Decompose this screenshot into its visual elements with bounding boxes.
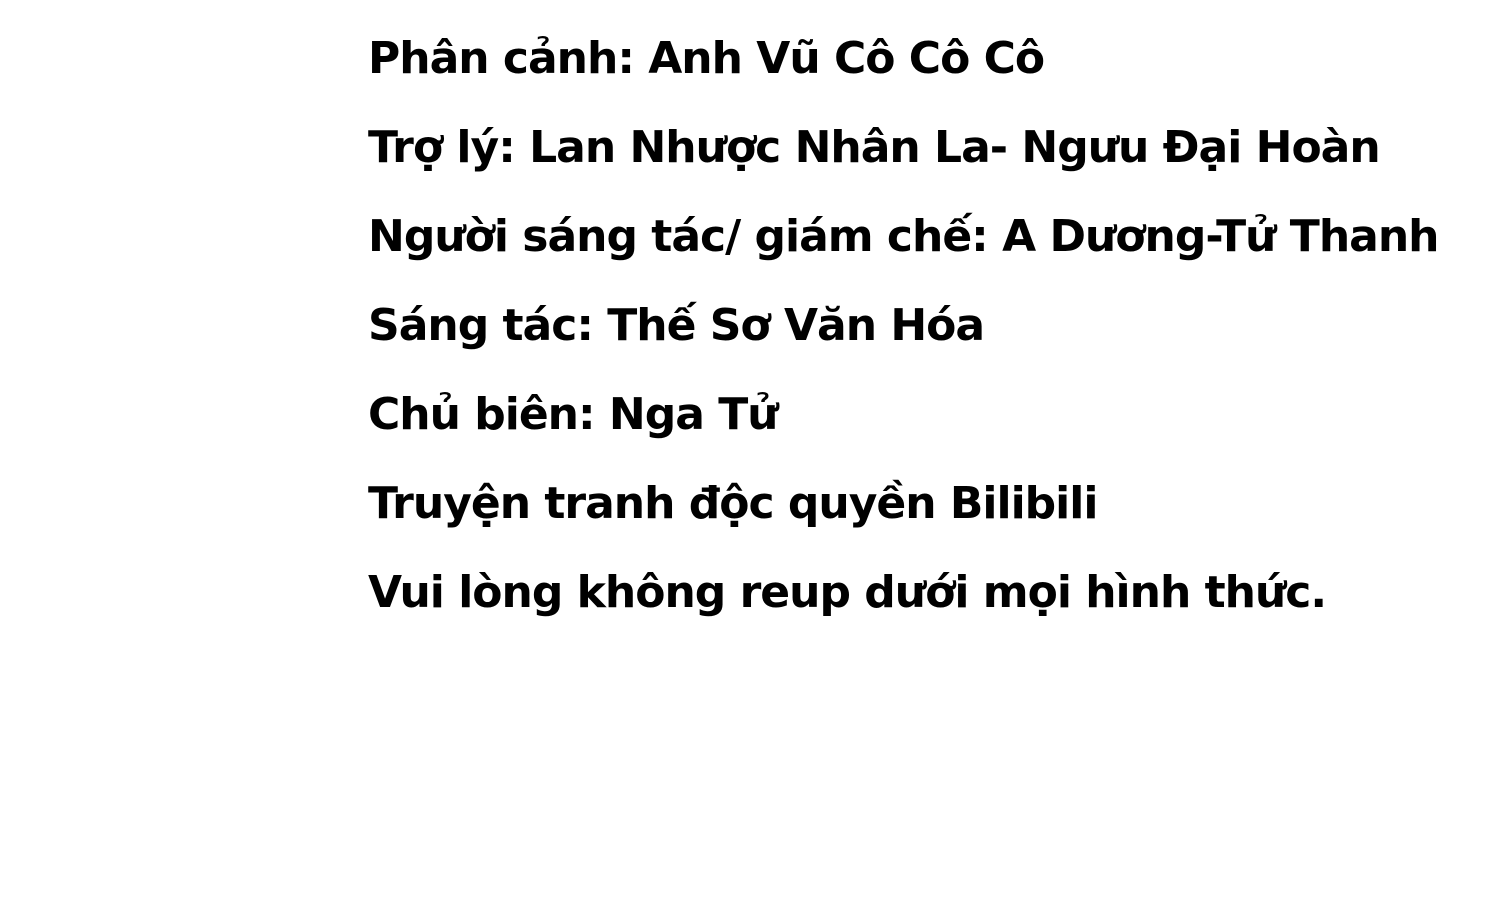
credit-line-creator-producer: Người sáng tác/ giám chế: A Dương-Tử Thanh (368, 211, 1439, 262)
credits-block (368, 14, 1468, 637)
credit-line-assistants: Trợ lý: Lan Nhược Nhân La- Ngưu Đại Hoàn (368, 122, 1380, 173)
credit-line-editor: Chủ biên: Nga Tử (368, 389, 778, 440)
credit-line-creation-studio: Sáng tác: Thế Sơ Văn Hóa (368, 300, 985, 351)
credit-line-scene-artist: Phân cảnh: Anh Vũ Cô Cô Cô (368, 33, 1045, 84)
credit-line-no-reup-notice: Vui lòng không reup dưới mọi hình thức. (368, 567, 1327, 618)
credit-line-exclusive-notice: Truyện tranh độc quyền Bilibili (368, 478, 1098, 529)
